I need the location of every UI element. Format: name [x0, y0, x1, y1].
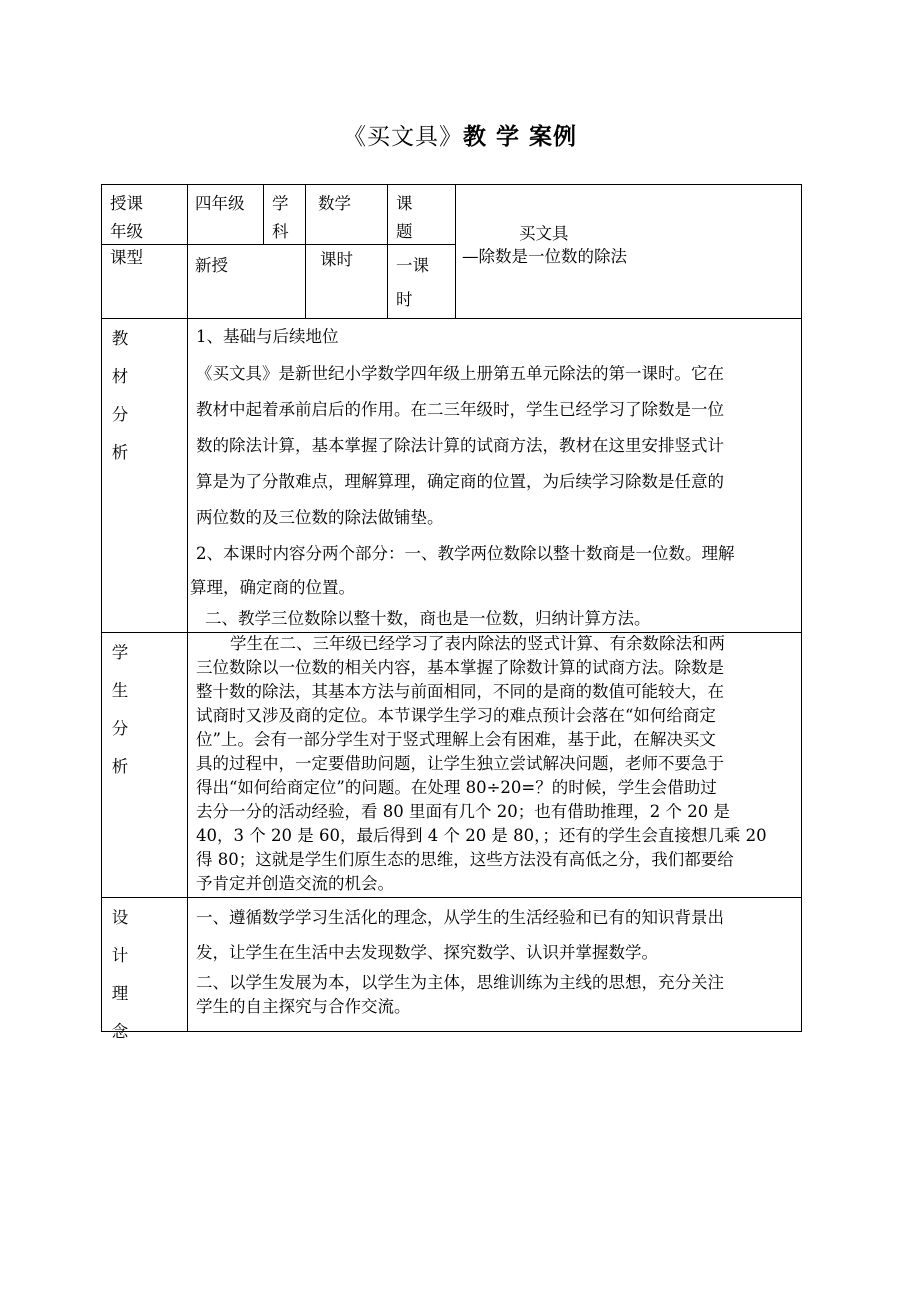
design-point1: 一、遵循数学学习生活化的理念，从学生的生活经验和已有的知识背景出 — [196, 908, 724, 927]
student-line: 整十数的除法，其基本方法与前面相同，不同的是商的数值可能较大，在 — [196, 682, 724, 701]
material-line: 《买文具》是新世纪小学数学四年级上册第五单元除法的第一课时。它在 — [196, 364, 724, 383]
topic-value-subtitle: —除数是一位数的除法 — [462, 247, 627, 266]
label-column-divider — [187, 184, 188, 1032]
subject-label-line1: 学 — [272, 194, 289, 213]
material-line: 数的除法计算，基本掌握了除法计算的试商方法，教材在这里安排竖式计 — [196, 436, 724, 455]
col-divider-grade — [263, 184, 264, 244]
col-divider-subject — [305, 184, 306, 318]
student-analysis-label: 学 生 分 析 — [111, 643, 129, 776]
grade-label-line2: 年级 — [110, 222, 143, 241]
student-line: 位”上。会有一部分学生对于竖式理解上会有困难，基于此，在解决买文 — [196, 730, 716, 749]
table-border-right — [801, 184, 802, 1032]
student-line: 予肯定并创造交流的机会。 — [196, 874, 394, 893]
table-border-top — [101, 184, 802, 185]
student-line: 具的过程中，一定要借助问题，让学生独立尝试解决问题，老师不要急于 — [196, 754, 724, 773]
student-line: 得出“如何给商定位”的问题。在处理 80÷20=？的时候，学生会借助过 — [196, 778, 717, 797]
student-line: 40，3 个 20 是 60，最后得到 4 个 20 是 80，；还有的学生会直接想几乘 20 — [196, 826, 767, 845]
material-analysis-label: 教 材 分 析 — [111, 329, 129, 462]
grade-label-line1: 授课 — [110, 194, 143, 213]
material-line: 两位数的及三位数的除法做铺垫。 — [196, 508, 444, 527]
topic-label-line2: 题 — [396, 222, 413, 241]
material-point2: 2、本课时内容分两个部分：一、教学两位数除以整十数商是一位数。理解 — [196, 544, 735, 563]
type-label: 课型 — [110, 248, 143, 267]
col-divider-topic — [387, 184, 388, 318]
material-heading: 1、基础与后续地位 — [196, 327, 339, 346]
topic-value-title: 买文具 — [519, 224, 569, 243]
hours-label: 课时 — [320, 250, 353, 269]
hours-value-line2: 时 — [396, 290, 413, 309]
title-book: 《买文具》 — [342, 124, 463, 150]
col-divider-value — [455, 184, 456, 318]
row-divider-header — [187, 244, 455, 245]
material-line: 教材中起着承前启后的作用。在二三年级时，学生已经学习了除数是一位 — [196, 400, 724, 419]
design-point2: 二、以学生发展为本，以学生为主体，思维训练为主线的思想，充分关注 — [196, 973, 724, 992]
topic-label-line1: 课 — [396, 194, 413, 213]
row-divider-material — [101, 318, 802, 319]
student-line: 三位数除以一位数的相关内容，基本掌握了除数计算的试商方法。除数是 — [196, 658, 724, 677]
subject-value: 数学 — [318, 194, 351, 213]
design-point1-cont: 发，让学生在生活中去发现数学、探究数学、认识并掌握数学。 — [196, 943, 658, 962]
design-concept-label: 设 计 理 念 — [111, 908, 129, 1041]
material-point2-cont: 算理，确定商的位置。 — [190, 578, 355, 597]
student-line: 去分一分的活动经验，看 80 里面有几个 20；也有借助推理，2 个 20 是 — [196, 802, 730, 821]
table-border-bottom — [101, 1031, 802, 1032]
material-point2-part2: 二、教学三位数除以整十数，商也是一位数，归纳计算方法。 — [205, 609, 651, 628]
student-line: 学生在二、三年级已经学习了表内除法的竖式计算、有余数除法和两 — [230, 634, 725, 653]
row-divider-design — [101, 897, 802, 898]
hours-value-line1: 一课 — [396, 256, 429, 275]
design-point2-cont: 学生的自主探究与合作交流。 — [196, 997, 411, 1016]
table-border-left — [101, 184, 102, 1032]
grade-value: 四年级 — [195, 194, 245, 213]
material-line: 算是为了分散难点，理解算理，确定商的位置，为后续学习除数是任意的 — [196, 472, 724, 491]
student-line: 得 80；这就是学生们原生态的思维，这些方法没有高低之分，我们都要给 — [196, 850, 734, 869]
subject-label-line2: 科 — [272, 222, 289, 241]
student-line: 试商时又涉及商的定位。本节课学生学习的难点预计会落在“如何给商定 — [196, 706, 716, 725]
title-case: 教 学 案例 — [462, 123, 577, 150]
type-value: 新授 — [195, 256, 228, 275]
